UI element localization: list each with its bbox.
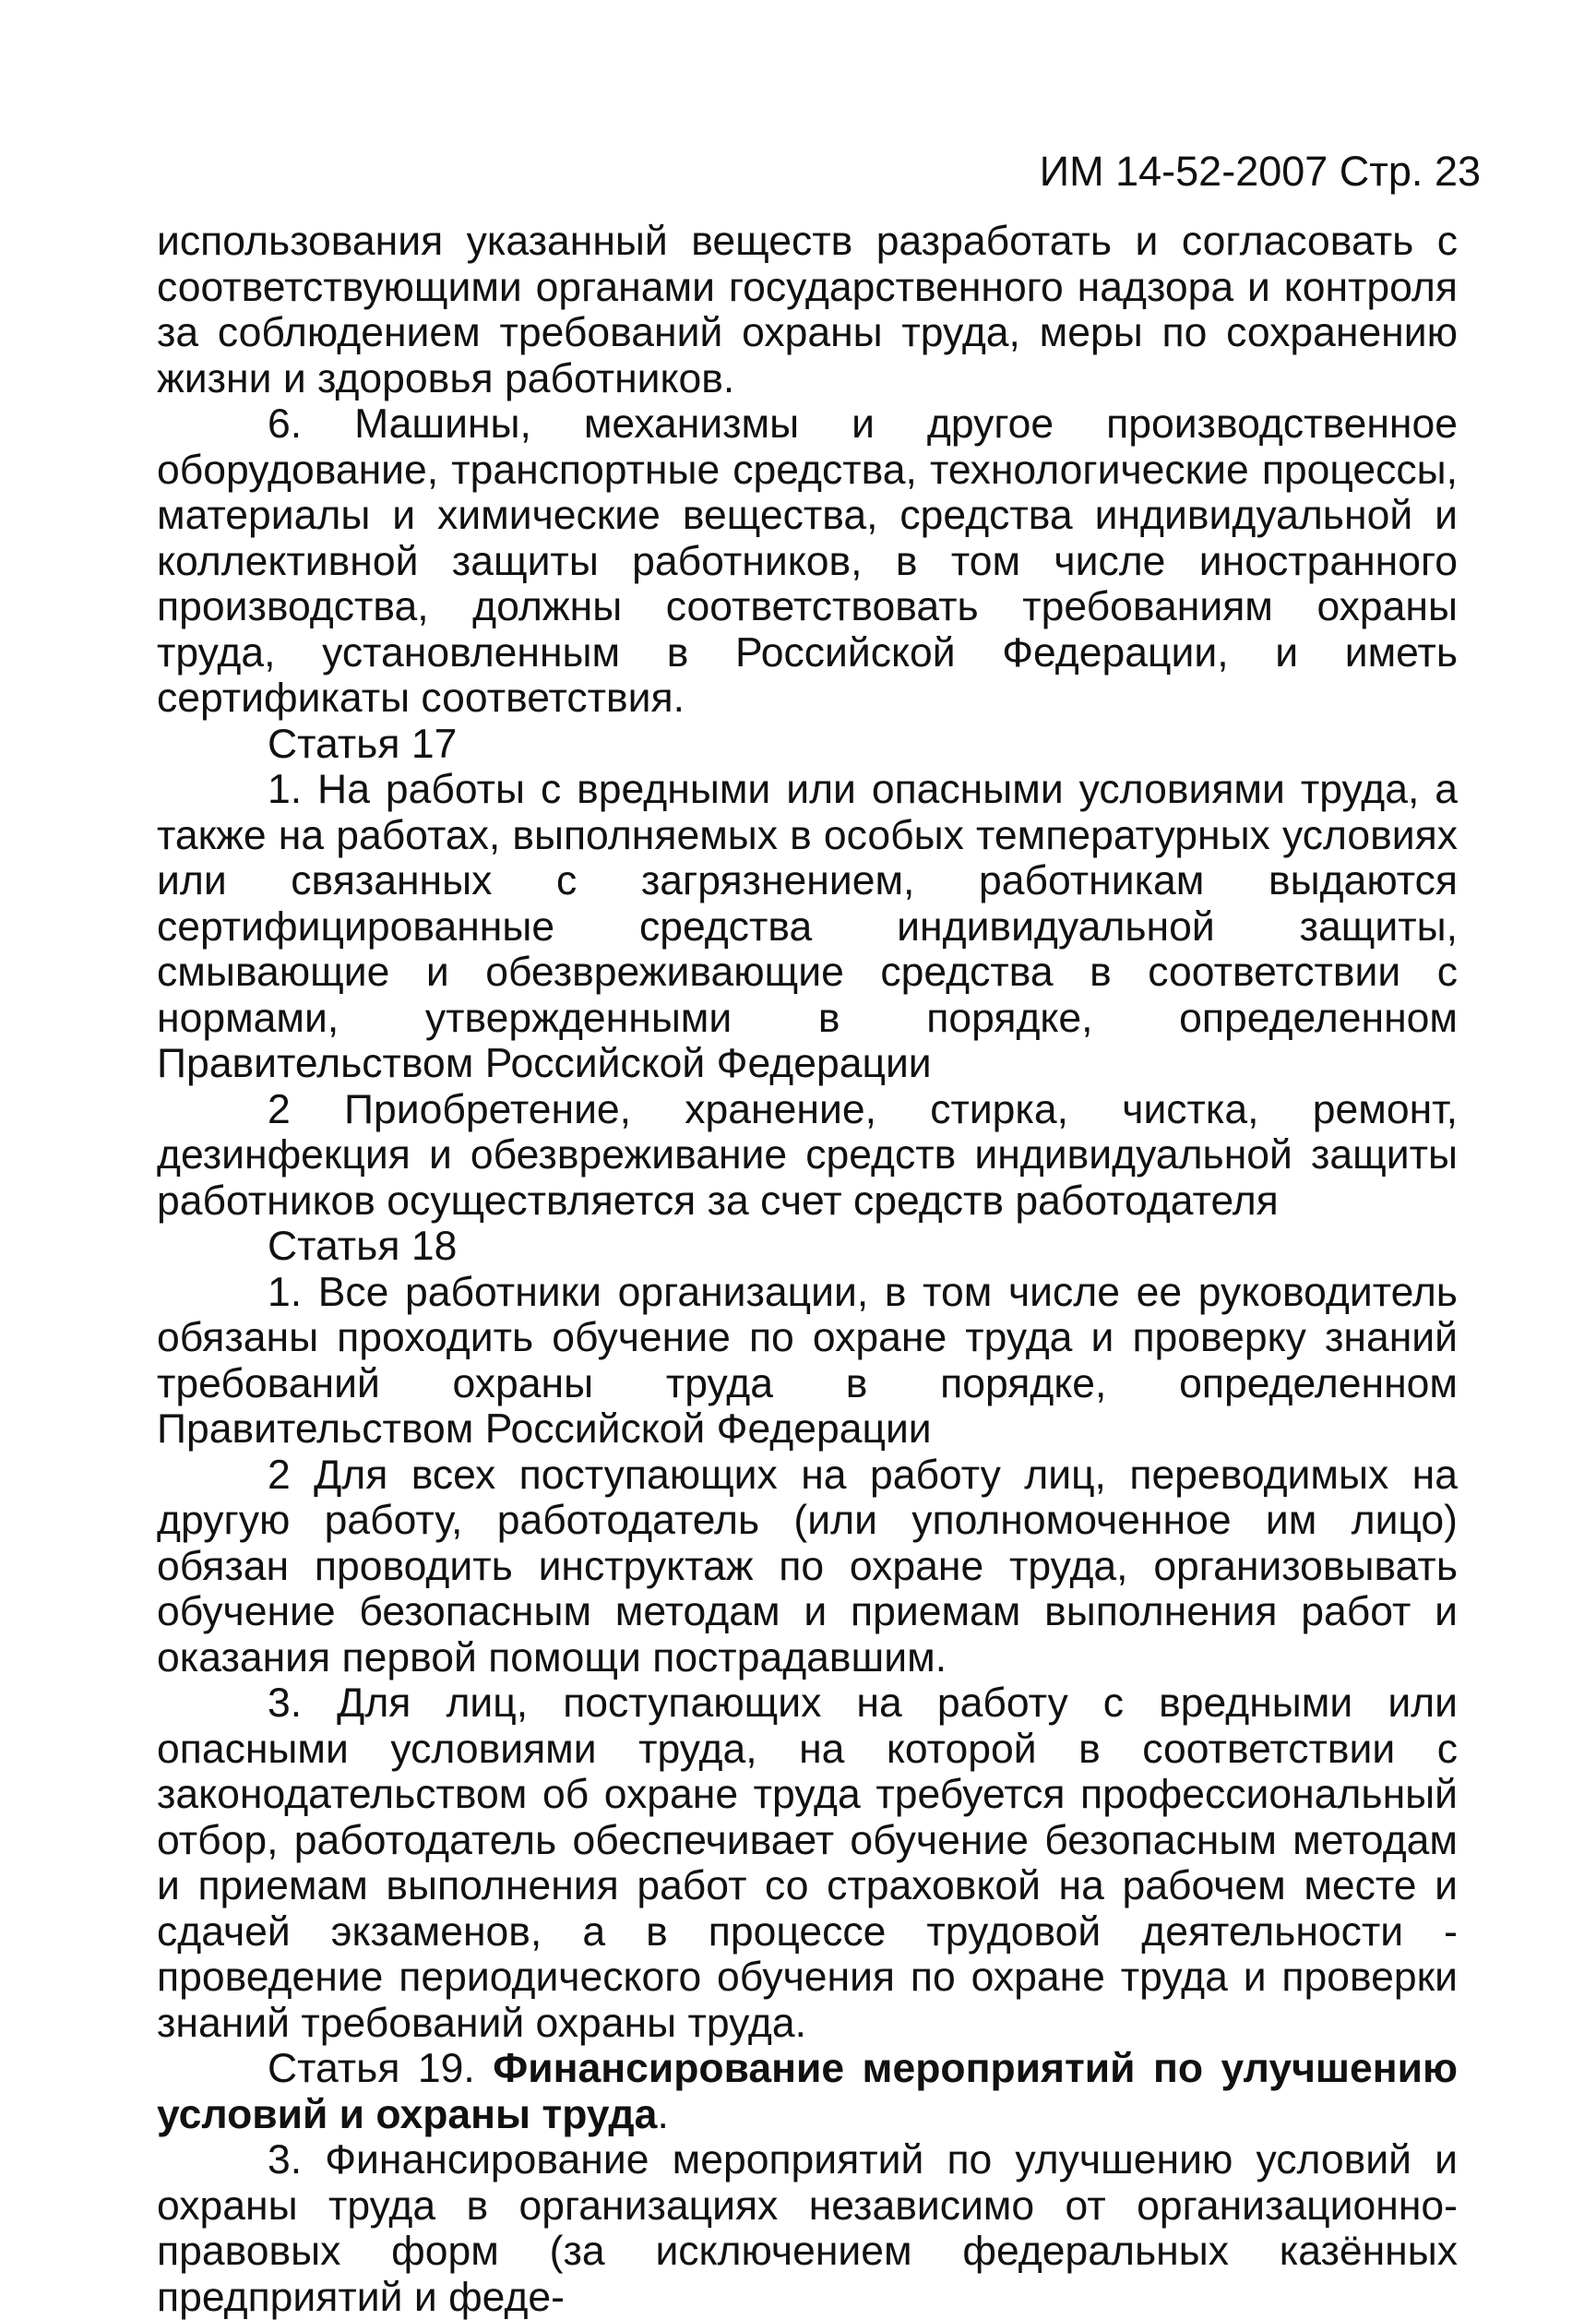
article-heading: Статья 17 xyxy=(268,721,458,767)
paragraph: использования указанный веществ разработать и согласовать с соответствующими органами государственного надзора и контроля за соблюдением требований охраны труда, меры по сохранению жизни и здоровья работников. xyxy=(157,219,1458,401)
paragraph: 1. Все работники организации, в том числе ее руководитель обязаны проходить обучение по охране труда и проверку знаний требований охраны труда в порядке, определенном Правительством Российской Федерации xyxy=(157,1269,1458,1452)
page-header: ИМ 14-52-2007 Стр. 23 xyxy=(1039,148,1481,195)
article-heading-suffix: . xyxy=(657,2091,669,2137)
paragraph: 2 Приобретение, хранение, стирка, чистка, ремонт, дезинфекция и обезвреживание средств индивидуальной защиты работников осуществляется за счет средств работодателя xyxy=(157,1086,1458,1224)
paragraph: 2 Для всех поступающих на работу лиц, переводимых на другую работу, работодатель (или уполномоченное им лицо) обязан проводить инструктаж по охране труда, организовывать обучение безопасным методам и приемам выполнения работ и оказания первой помощи пострадавшим. xyxy=(157,1452,1458,1680)
paragraph: 6. Машины, механизмы и другое производственное оборудование, транспортные средства, технологические процессы, материалы и химические вещества, средства индивидуальной и коллективной защиты работников, в том числе иностранного производства, должны соответствовать требованиям охраны труда, установленным в Российской Федерации, и иметь сертификаты соответствия. xyxy=(157,401,1458,721)
paragraph: 3. Финансирование мероприятий по улучшению условий и охраны труда в организациях независимо от организационно-правовых форм (за исключением федеральных казённых предприятий и феде- xyxy=(157,2137,1458,2320)
paragraph: 3. Для лиц, поступающих на работу с вредными или опасными условиями труда, на которой в соответствии с законодательством об охране труда требуется профессиональный отбор, работодатель обеспечивает обучение безопасным методам и приемам выполнения работ со страховкой на рабочем месте и сдачей экзаменов, а в процессе трудовой деятельности - проведение периодического обучения по охране труда и проверки знаний требований охраны труда. xyxy=(157,1680,1458,2046)
document-body xyxy=(157,219,1458,2320)
article-heading: Статья 18 xyxy=(268,1224,458,1269)
article-heading-prefix: Статья 19. xyxy=(268,2046,494,2091)
article-heading-title: Финансирование мероприятий по улучшению условий и охраны труда xyxy=(157,2046,1458,2137)
article-heading xyxy=(157,2046,1458,2137)
paragraph: 1. На работы с вредными или опасными условиями труда, а также на работах, выполняемых в особых температурных условиях или связанных с загрязнением, работникам выдаются сертифицированные средства индивидуальной защиты, смывающие и обезвреживающие средства в соответствии с нормами, утвержденными в порядке, определенном Правительством Российской Федерации xyxy=(157,767,1458,1086)
